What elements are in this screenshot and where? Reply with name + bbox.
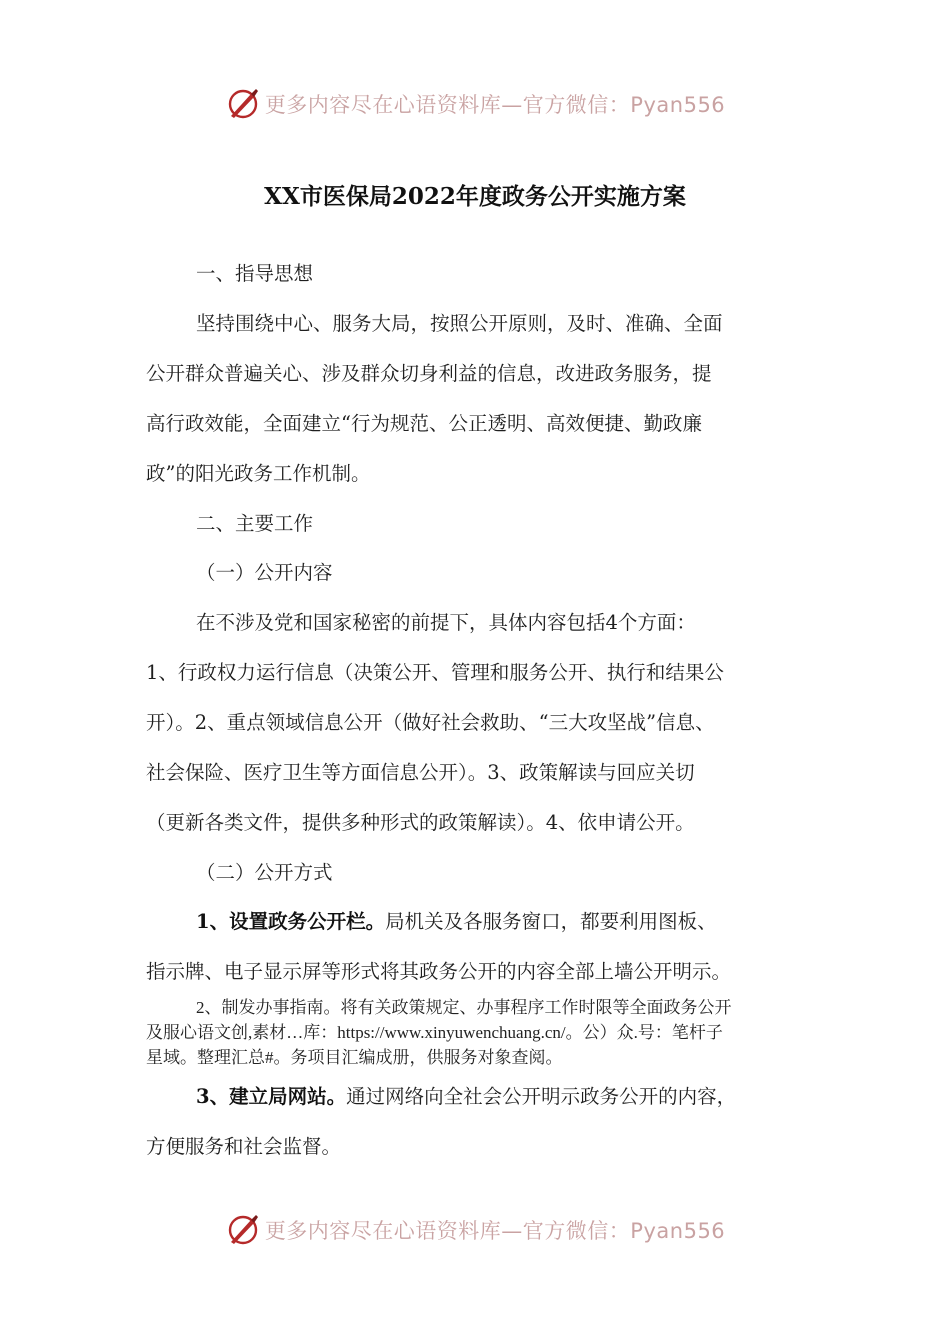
- pen-circle-logo-icon: [225, 86, 261, 122]
- watermark-banner-bottom: [0, 1208, 950, 1252]
- item2-line: 及服心语文创,素材…库：https://www.xinyuwenchuang.cn/。公）众.号：笔杆子: [146, 1023, 723, 1042]
- section-heading-1: 一、指导思想: [196, 262, 314, 285]
- item1-continuation: 指示牌、电子显示屏等形式将其政务公开的内容全部上墙公开明示。: [146, 960, 732, 983]
- item1-text: 局机关及各服务窗口，都要利用图板、: [385, 910, 717, 933]
- item2-line: 2、制发办事指南。将有关政策规定、办事程序工作时限等全面政务公开: [196, 998, 732, 1017]
- paragraph-line: 公开群众普遍关心、涉及群众切身利益的信息，改进政务服务，提: [146, 362, 712, 385]
- item3-text: 通过网络向全社会公开明示政务公开的内容，: [346, 1085, 737, 1108]
- paragraph-line: （更新各类文件，提供多种形式的政策解读）。4、依申请公开。: [146, 811, 695, 834]
- document-title: XX市医保局2022年度政务公开实施方案: [264, 183, 686, 210]
- item1-line: [196, 906, 717, 934]
- paragraph-line: 1、行政权力运行信息（决策公开、管理和服务公开、执行和结果公: [146, 661, 724, 684]
- watermark-text: 更多内容尽在心语资料库—官方微信：Pyan556: [264, 93, 726, 117]
- item3-continuation: 方便服务和社会监督。: [146, 1135, 342, 1158]
- paragraph-line: 开）。2、重点领域信息公开（做好社会救助、“三大攻坚战”信息、: [146, 711, 715, 734]
- paragraph-line: 社会保险、医疗卫生等方面信息公开）。3、政策解读与回应关切: [146, 761, 695, 784]
- item3-line: [196, 1081, 736, 1109]
- watermark-banner-top: [0, 82, 950, 126]
- paragraph-line: 政”的阳光政务工作机制。: [146, 462, 371, 485]
- watermark-text: 更多内容尽在心语资料库—官方微信：Pyan556: [264, 1219, 726, 1243]
- subsection-heading-1: （一）公开内容: [196, 561, 333, 584]
- paragraph-line: 高行政效能，全面建立“行为规范、公正透明、高效便捷、勤政廉: [146, 412, 702, 435]
- subsection-heading-2: （二）公开方式: [196, 861, 333, 884]
- item2-line: 星域。整理汇总#。务项目汇编成册，供服务对象查阅。: [146, 1048, 563, 1067]
- paragraph-line: 坚持围绕中心、服务大局，按照公开原则，及时、准确、全面: [196, 312, 723, 335]
- pen-circle-logo-icon: [225, 1212, 261, 1248]
- item3-heading: 3、建立局网站。: [196, 1085, 347, 1108]
- item1-heading: 1、设置政务公开栏。: [196, 910, 386, 933]
- paragraph-line: 在不涉及党和国家秘密的前提下，具体内容包括4个方面：: [196, 611, 696, 634]
- section-heading-2: 二、主要工作: [196, 512, 314, 535]
